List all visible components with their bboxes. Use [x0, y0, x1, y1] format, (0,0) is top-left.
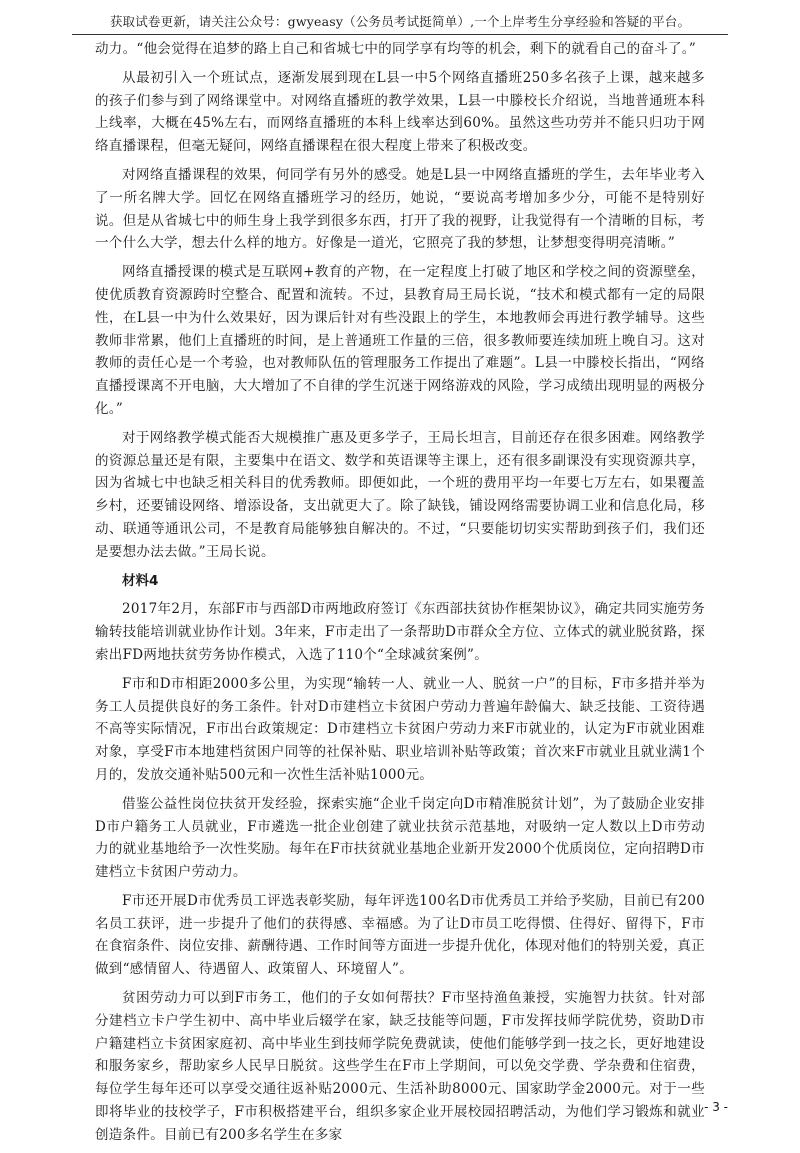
- paragraph: 网络直播授课的模式是互联网+教育的产物，在一定程度上打破了地区和学校之间的资源壁垒，使优质教育资源跨时空整合、配置和流转。不过，县教育局王局长说，“技术和模式都有一定的局限性，在L县一中为什么效果好，因为课后针对有些没跟上的学生，本地教师会再进行教学辅导。这些教师非常累，他们上直播班的时间，是上普通班工作量的三倍，很多教师要连续加班上晚自习。这对教师的责任心是一个考验，也对教师队伍的管理服务工作提出了难题”。L县一中滕校长指出，“网络直播授课离不开电脑，大大增加了不自律的学生沉迷于网络游戏的风险，学习成绩出现明显的两极分化。”: [95, 264, 705, 417]
- paragraph: 对于网络教学模式能否大规模推广惠及更多学子，王局长坦言，目前还存在很多困难。网络教学的资源总量还是有限，主要集中在语文、数学和英语课等主课上，还有很多副课没有实现资源共享，因为省城七中也缺乏相关科目的优秀教师。即便如此，一个班的费用平均一年要七万左右，如果覆盖乡村，还要铺设网络、增添设备，支出就更大了。除了缺钱，铺设网络需要协调工业和信息化局，移动、联通等通讯公司，不是教育局能够独自解决的。不过，“只要能切切实实帮助到孩子们，我们还是要想办法去做。”王局长说。: [95, 429, 705, 560]
- paragraph: 从最初引入一个班试点，逐渐发展到现在L县一中5个网络直播班250多名孩子上课，越来越多的孩子们参与到了网络课堂中。对网络直播班的教学效果，L县一中滕校长介绍说，当地普通班本科上线率，大概在45%左右，而网络直播班的本科上线率达到60%。虽然这些功劳并不能只归功于网络直播课程，但毫无疑问，网络直播课程在很大程度上带来了积极改变。: [95, 69, 705, 155]
- paragraph: 对网络直播课程的效果，何同学有另外的感受。她是L县一中网络直播班的学生，去年毕业考入了一所名牌大学。回忆在网络直播班学习的经历，她说，“要说高考增加多少分，可能不是特别好说。但是从省城七中的师生身上我学到很多东西，打开了我的视野，让我觉得有一个清晰的目标，考一个什么大学，想去什么样的地方。好像是一道光，它照亮了我的梦想，让梦想变得明亮清晰。”: [95, 166, 705, 252]
- header-divider: [72, 34, 728, 35]
- paragraph: 2017年2月，东部F市与西部D市两地政府签订《东西部扶贫协作框架协议》，确定共同实施劳务输转技能培训就业协作计划。3年来，F市走出了一条帮助D市群众全方位、立体式的就业脱贫路，探索出FD两地扶贫劳务协作模式，入选了110个“全球减贫案例”。: [95, 601, 705, 663]
- paragraph: 动力。“他会觉得在追梦的路上自己和省城七中的同学享有均等的机会，剩下的就看自己的奋斗了。”: [95, 41, 697, 57]
- paragraph: 借鉴公益性岗位扶贫开发经验，探索实施“企业千岗定向D市精准脱贫计划”，为了鼓励企业安排D市户籍务工人员就业，F市遴选一批企业创建了就业扶贫示范基地，对吸纳一定人数以上D市劳动力的就业基地给予一次性奖励。每年在F市扶贫就业基地企业新开发2000个优质岗位，定向招聘D市建档立卡贫困户劳动力。: [95, 795, 705, 881]
- paragraph: 贫困劳动力可以到F市务工，他们的子女如何帮扶？F市坚持渔鱼兼授，实施智力扶贫。针对部分建档立卡户学生初中、高中毕业后辍学在家，缺乏技能等问题，F市发挥技师学院优势，资助D市户籍建档立卡贫困家庭初、高中毕业生到技师学院免费就读，使他们能够学到一技之长，更好地建设和服务家乡，帮助家乡人民早日脱贫。这些学生在F市上学期间，可以免交学费、学杂费和住宿费，每位学生每年还可以享受交通往返补贴2000元、生活补助8000元、国家助学金2000元。对于一些即将毕业的技校学子，F市积极搭建平台，组织多家企业开展校园招聘活动，为他们学习锻炼和就业创造条件。目前已有200多名学生在多家: [95, 990, 705, 1143]
- page-header: 获取试卷更新，请关注公众号：gwyeasy（公务员考试挺简单）,一个上岸考生分享经验和答疑的平台。: [109, 14, 691, 29]
- section-heading: 材料4: [122, 572, 159, 589]
- paragraph: F市和D市相距2000多公里，为实现“输转一人、就业一人、脱贫一户”的目标，F市多措并举为务工人员提供良好的务工条件。针对D市建档立卡贫困户劳动力普遍年龄偏大、缺乏技能、工资待遇不高等实际情况，F市出台政策规定：D市建档立卡贫困户劳动力来F市就业的，认定为F市就业困难对象，享受F市本地建档贫困户同等的社保补贴、职业培训补贴等政策；首次来F市就业且就业满1个月的，发放交通补贴500元和一次性生活补贴1000元。: [95, 675, 705, 783]
- page-number: - 3 -: [704, 1100, 728, 1114]
- paragraph: F市还开展D市优秀员工评选表彰奖励，每年评选100名D市优秀员工并给予奖励，目前已有200名员工获评，进一步提升了他们的获得感、幸福感。为了让D市员工吃得惯、住得好、留得下，F市在食宿条件、岗位安排、薪酬待遇、工作时间等方面进一步提升优化，体现对他们的特别关爱，真正做到“感情留人、待遇留人、政策留人、环境留人”。: [95, 892, 705, 978]
- document-body: [95, 38, 705, 1153]
